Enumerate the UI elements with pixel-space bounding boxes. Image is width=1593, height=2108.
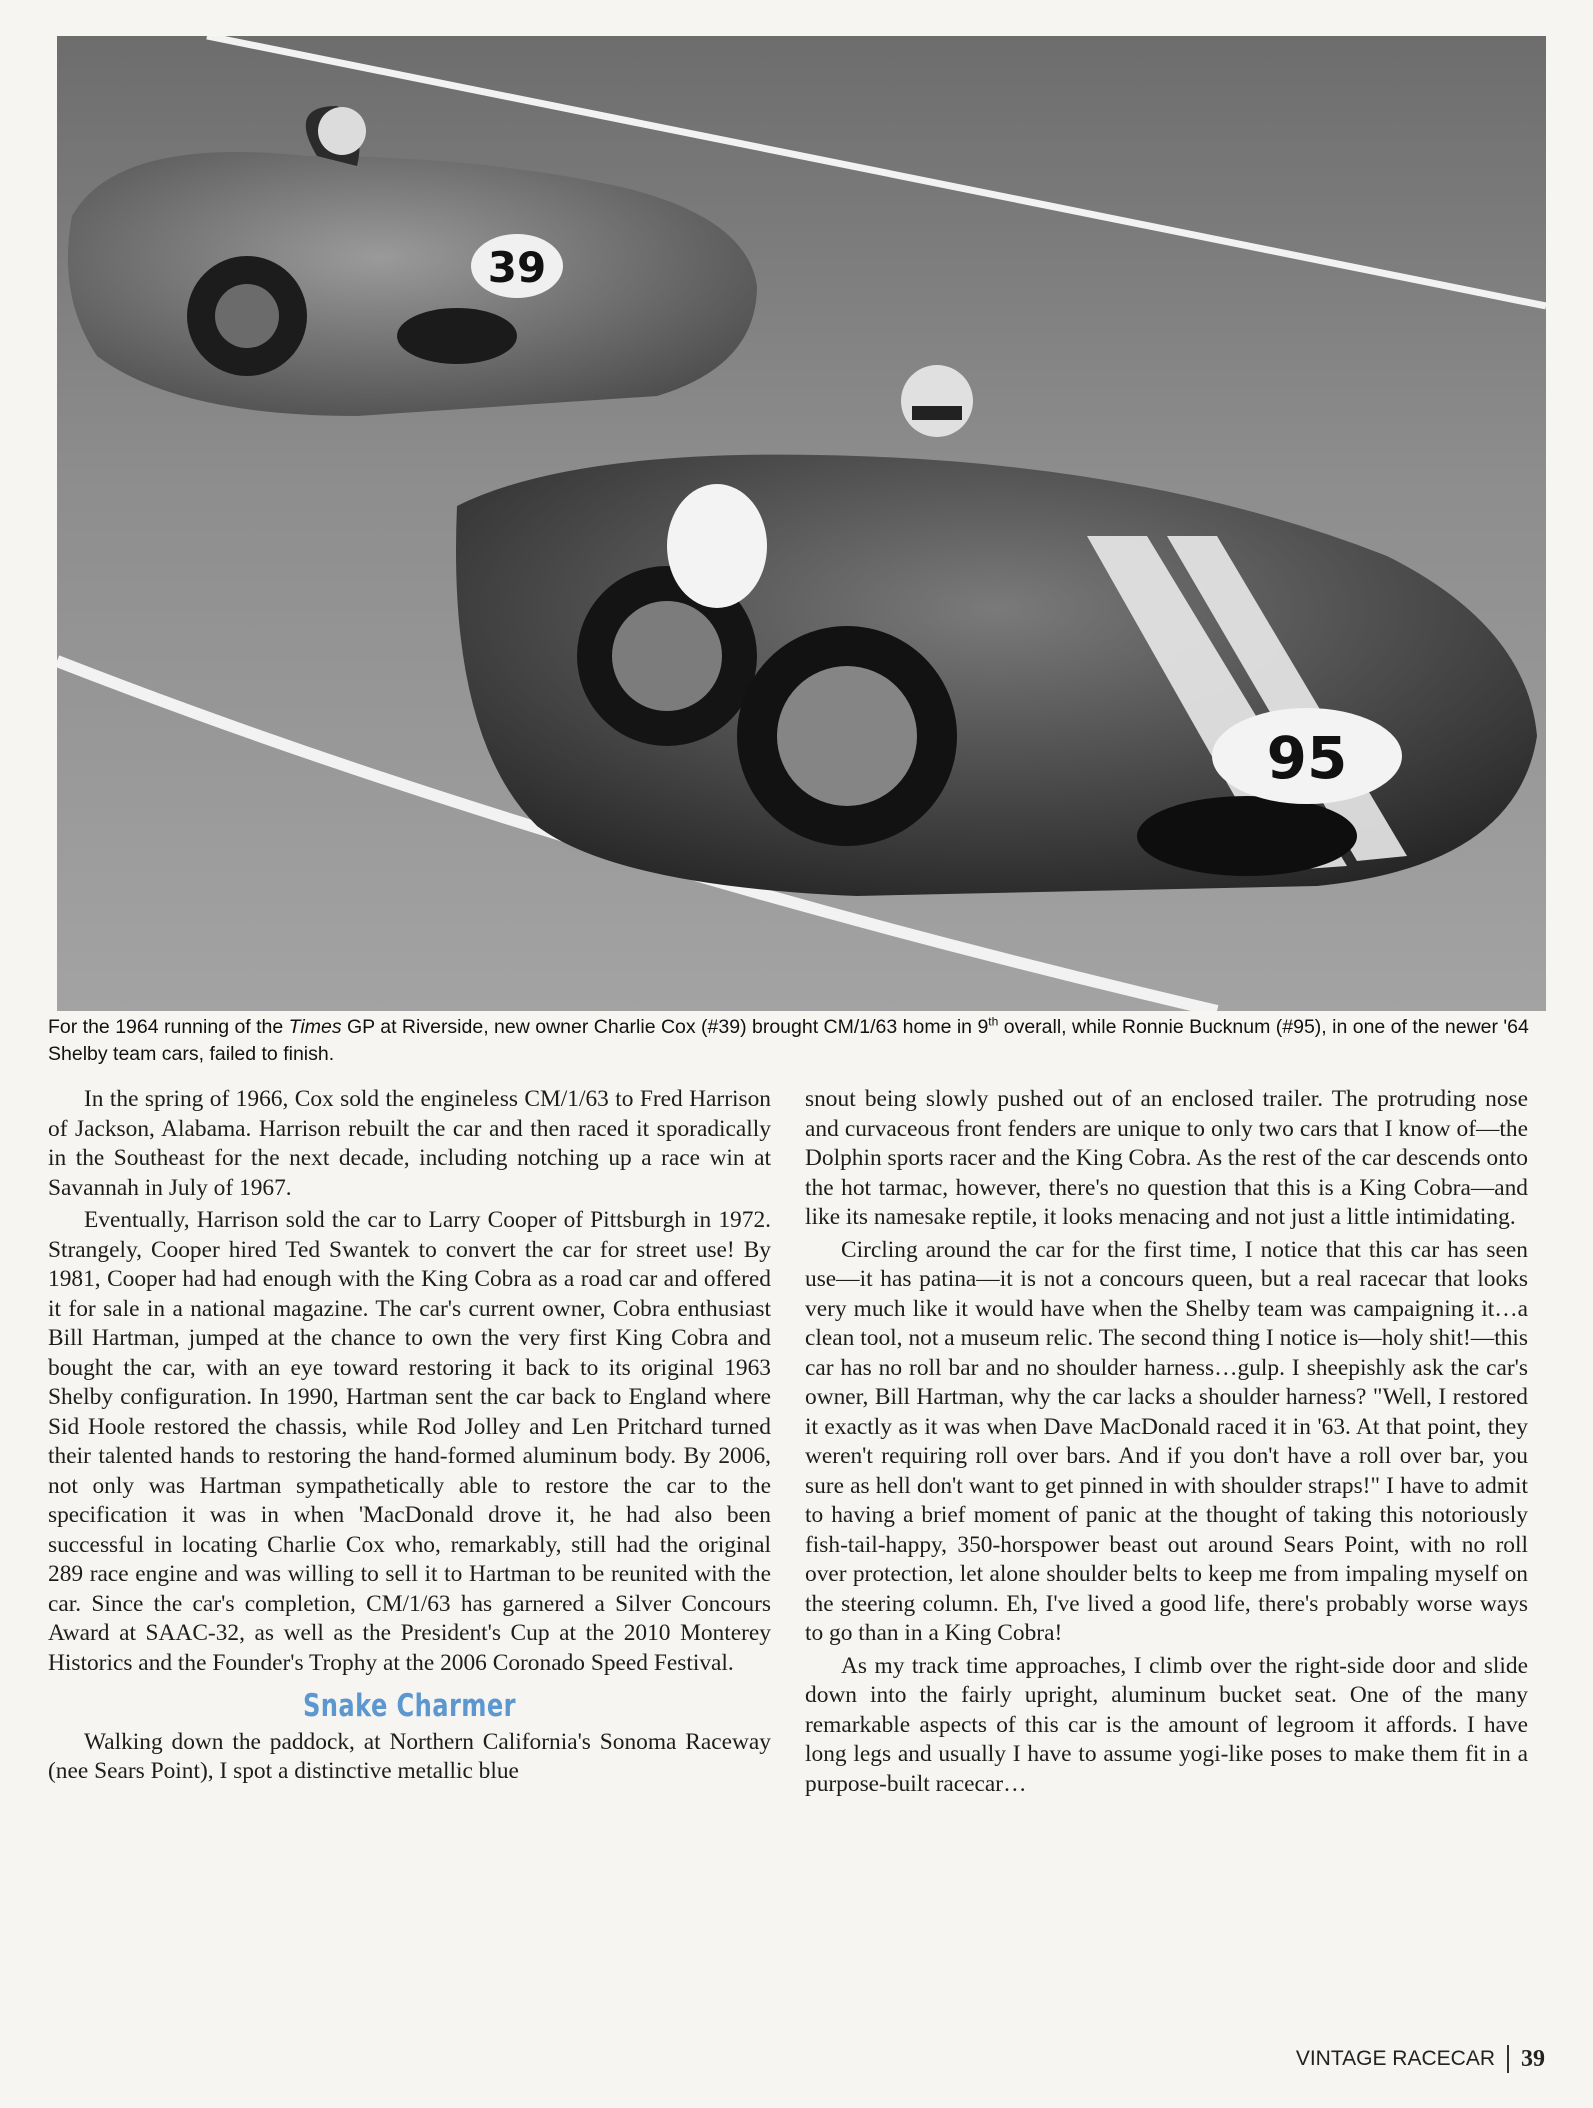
section-heading: Snake Charmer [303, 1688, 516, 1724]
left-paragraph-1: In the spring of 1966, Cox sold the engineless CM/1/63 to Fred Harrison of Jackson, Alabama. Harrison rebuilt the car and then raced it sporadically in the Southeast for the next decade, including notching up a race win at Savannah in July of 1967. [48, 1086, 771, 1201]
car-39-number: 39 [487, 243, 547, 292]
right-paragraph-1: snout being slowly pushed out of an enclosed trailer. The protruding nose and curvaceous front fenders are unique to only two cars that I know of—the Dolphin sports racer and the King Cobra. As the rest of the car descends onto the hot tarmac, however, there's no question that this is a King Cobra—and like its namesake reptile, it looks menacing and not just a little intimidating. [805, 1086, 1528, 1230]
right-paragraph-3: As my track time approaches, I climb over the right-side door and slide down into the fairly upright, aluminum bucket seat. One of the many remarkable aspects of this car is the amount of legroom it affords. I have long legs and usually I have to assume yogi-like poses to make them fit in a purpose-built racecar… [805, 1652, 1528, 1797]
caption-italic: Times [288, 1016, 342, 1038]
page-footer [1296, 2045, 1545, 2073]
caption-text-1: For the 1964 running of the [48, 1016, 289, 1038]
caption-superscript: th [988, 1014, 999, 1029]
page-number: 39 [1521, 2045, 1545, 2072]
left-paragraph-3: Walking down the paddock, at Northern California's Sonoma Raceway (nee Sears Point), I spot a distinctive metallic blue [48, 1728, 771, 1784]
caption-text-3: overall, while Ronnie Bucknum (#95), in one of the newer '64 Shelby team cars, failed to finish. [48, 1016, 1529, 1065]
left-paragraph-2: Eventually, Harrison sold the car to Larry Cooper of Pittsburgh in 1972. Strangely, Cooper hired Ted Swantek to convert the car for street use! By 1981, Cooper had had enough with the King Cobra as a road car and offered it for sale in a national magazine. The car's current owner, Cobra enthusiast Bill Hartman, jumped at the chance to own the very first King Cobra and bought the car, with an eye toward restoring it back to its original 1963 Shelby configuration. In 1990, Hartman sent the car back to England where Sid Hoole restored the chassis, while Rod Jolley and Len Pritchard turned their talented hands to restoring the hand-formed aluminum body. By 2006, not only was Hartman sympathetically able to restore the car to the specification it was in when 'MacDonald drove it, he had also been successful in locating Charlie Cox who, remarkably, still had the original 289 race engine and was willing to sell it to Hartman to be reunited with the car. Since the car's completion, CM/1/63 has garnered a Silver Concours Award at SAAC-32, as well as the President's Cup at the 2010 Monterey Historics and the Founder's Trophy at the 2006 Coronado Speed Festival. [48, 1207, 771, 1676]
right-paragraph-2: Circling around the car for the first time, I notice that this car has seen use—it has patina—it is not a concours queen, but a real racecar that looks very much like it would have when the Shelby team was campaigning it…a clean tool, not a museum relic. The second thing I notice is—holy shit!—this car has no roll bar and no shoulder harness…gulp. I sheepishly ask the car's owner, Bill Hartman, why the car lacks a shoulder harness? "Well, I restored it exactly as it was when Dave MacDonald raced it in '63. At that point, they weren't requiring roll over bars. And if you don't have a roll over bar, you sure as hell don't want to get pinned in with shoulder straps!" I have to admit to having a brief moment of panic at the thought of taking this notoriously fish-tail-happy, 350-horspower beast out around Sears Point, with no roll over protection, let alone shoulder belts to keep me from impaling myself on the steering column. Eh, I've lived a good life, there's probably worse ways to go than in a King Cobra! [805, 1236, 1528, 1646]
racecar-photo-icon [57, 36, 1546, 1011]
magazine-name: VINTAGE RACECAR [1295, 2047, 1495, 2070]
right-column [805, 1085, 1528, 1799]
photo-caption [48, 1014, 1548, 1068]
car-95-number: 95 [1266, 724, 1348, 792]
footer-divider [1507, 2045, 1509, 2073]
racecar-photo [57, 36, 1546, 1011]
caption-text-2: GP at Riverside, new owner Charlie Cox (#39) brought CM/1/63 home in 9 [341, 1016, 989, 1038]
left-column [48, 1085, 771, 1787]
